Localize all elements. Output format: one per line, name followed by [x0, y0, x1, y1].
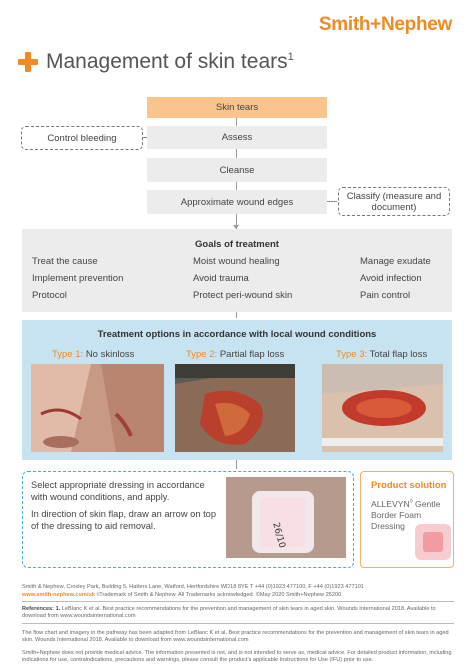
flow-step-approximate: Approximate wound edges	[147, 190, 327, 214]
goal-item: Treat the cause	[32, 256, 98, 267]
goals-title: Goals of treatment	[195, 239, 279, 250]
product-desc: Gentle Border Foam Dressing	[371, 498, 441, 531]
plus-icon	[18, 52, 38, 72]
footer-references	[22, 606, 454, 620]
control-bleeding-box: Control bleeding	[21, 126, 143, 150]
brand-logo: Smith+Nephew	[318, 14, 452, 35]
instruction-apply: Select appropriate dressing in accordance with wound conditions, and apply.	[31, 480, 205, 502]
type-3-photo	[322, 364, 443, 452]
flow-connector	[327, 201, 337, 202]
goal-item: Implement prevention	[32, 273, 124, 284]
goal-item: Avoid trauma	[193, 273, 249, 284]
flow-connector	[236, 460, 237, 469]
product-trademark: ◊	[409, 499, 413, 505]
footer-web-line	[22, 592, 454, 599]
type-3-label	[336, 349, 427, 360]
divider	[22, 623, 454, 624]
treatment-panel	[22, 320, 452, 460]
goal-item: Manage exudate	[360, 256, 431, 267]
page-title	[46, 50, 294, 74]
footer-trademark: ◊Trademark of Smith & Nephew. All Trademarks acknowledged. ©May 2020 Smith+Nephew 25200	[94, 592, 342, 598]
goal-item: Pain control	[360, 290, 411, 301]
dressing-photo	[226, 477, 346, 558]
instruction-arrow: In direction of skin flap, draw an arrow on top of the dressing to aid removal.	[31, 509, 217, 531]
type-2-label	[186, 349, 284, 360]
website-link[interactable]: www.smith-nephew.com/uk	[22, 592, 95, 598]
type-1-desc: No skinloss	[85, 349, 135, 360]
type-1-photo	[31, 364, 164, 452]
type-3-number: Type 3:	[336, 349, 368, 360]
flow-step-skin-tears: Skin tears	[147, 97, 327, 118]
type-1-label	[52, 349, 134, 360]
flow-connector	[236, 312, 237, 318]
goal-item: Avoid infection	[360, 273, 422, 284]
product-image	[413, 522, 453, 562]
references-label: References: 1.	[22, 606, 61, 612]
classify-box: Classify (measure and document)	[338, 187, 450, 216]
type-2-desc: Partial flap loss	[219, 349, 285, 360]
type-2-photo	[175, 364, 295, 452]
product-title: Product solution	[371, 480, 447, 491]
treatment-title: Treatment options in accordance with local wound conditions	[97, 329, 377, 340]
dressing-instructions-box	[22, 471, 354, 568]
type-2-number: Type 2:	[186, 349, 218, 360]
svg-text:26/10: 26/10	[270, 521, 287, 550]
type-3-desc: Total flap loss	[369, 349, 428, 360]
goal-item: Protocol	[32, 290, 67, 301]
goal-item: Protect peri-wound skin	[193, 290, 293, 301]
title-block	[18, 50, 294, 74]
goals-panel	[22, 229, 452, 312]
flow-step-cleanse: Cleanse	[147, 158, 327, 182]
goal-item: Moist wound healing	[193, 256, 280, 267]
title-reference: 1	[287, 51, 294, 63]
footer-adapted: The flow chart and imagery in the pathway has been adapted from LeBlanc K et al. Best practice recommendations for the prevention and management of skin tears in aged skin. Wounds International 2018. Available to download from www.woundsinternational.com	[22, 630, 449, 644]
flow-step-assess: Assess	[147, 126, 327, 149]
footer-address: Smith & Nephew, Croxley Park, Building 5, Hatters Lane, Watford, Hertfordshire WD18 8YE T +44 (0)1923 477100, F +44 (0)1923 477101	[22, 584, 364, 590]
footer-disclaimer: Smith+Nephew does not provide medical advice. The information presented is not, and is not intended to serve as, medical advice. For detailed product information, including indications for use, contraindications, precautions and warnings, please consult the product’s applicable Instructions for Use (IFU) prior to use.	[22, 650, 452, 664]
title-text: Management of skin tears	[46, 50, 288, 73]
product-solution-box	[360, 471, 454, 568]
divider	[22, 601, 454, 602]
product-name: ALLEVYN	[371, 498, 410, 509]
type-1-number: Type 1:	[52, 349, 84, 360]
references-text: LeBlanc K et al. Best practice recommendations for the prevention and management of skin tears in aged skin. Wounds International 2018. Available to download from www.woundsinternational.com	[22, 606, 436, 620]
